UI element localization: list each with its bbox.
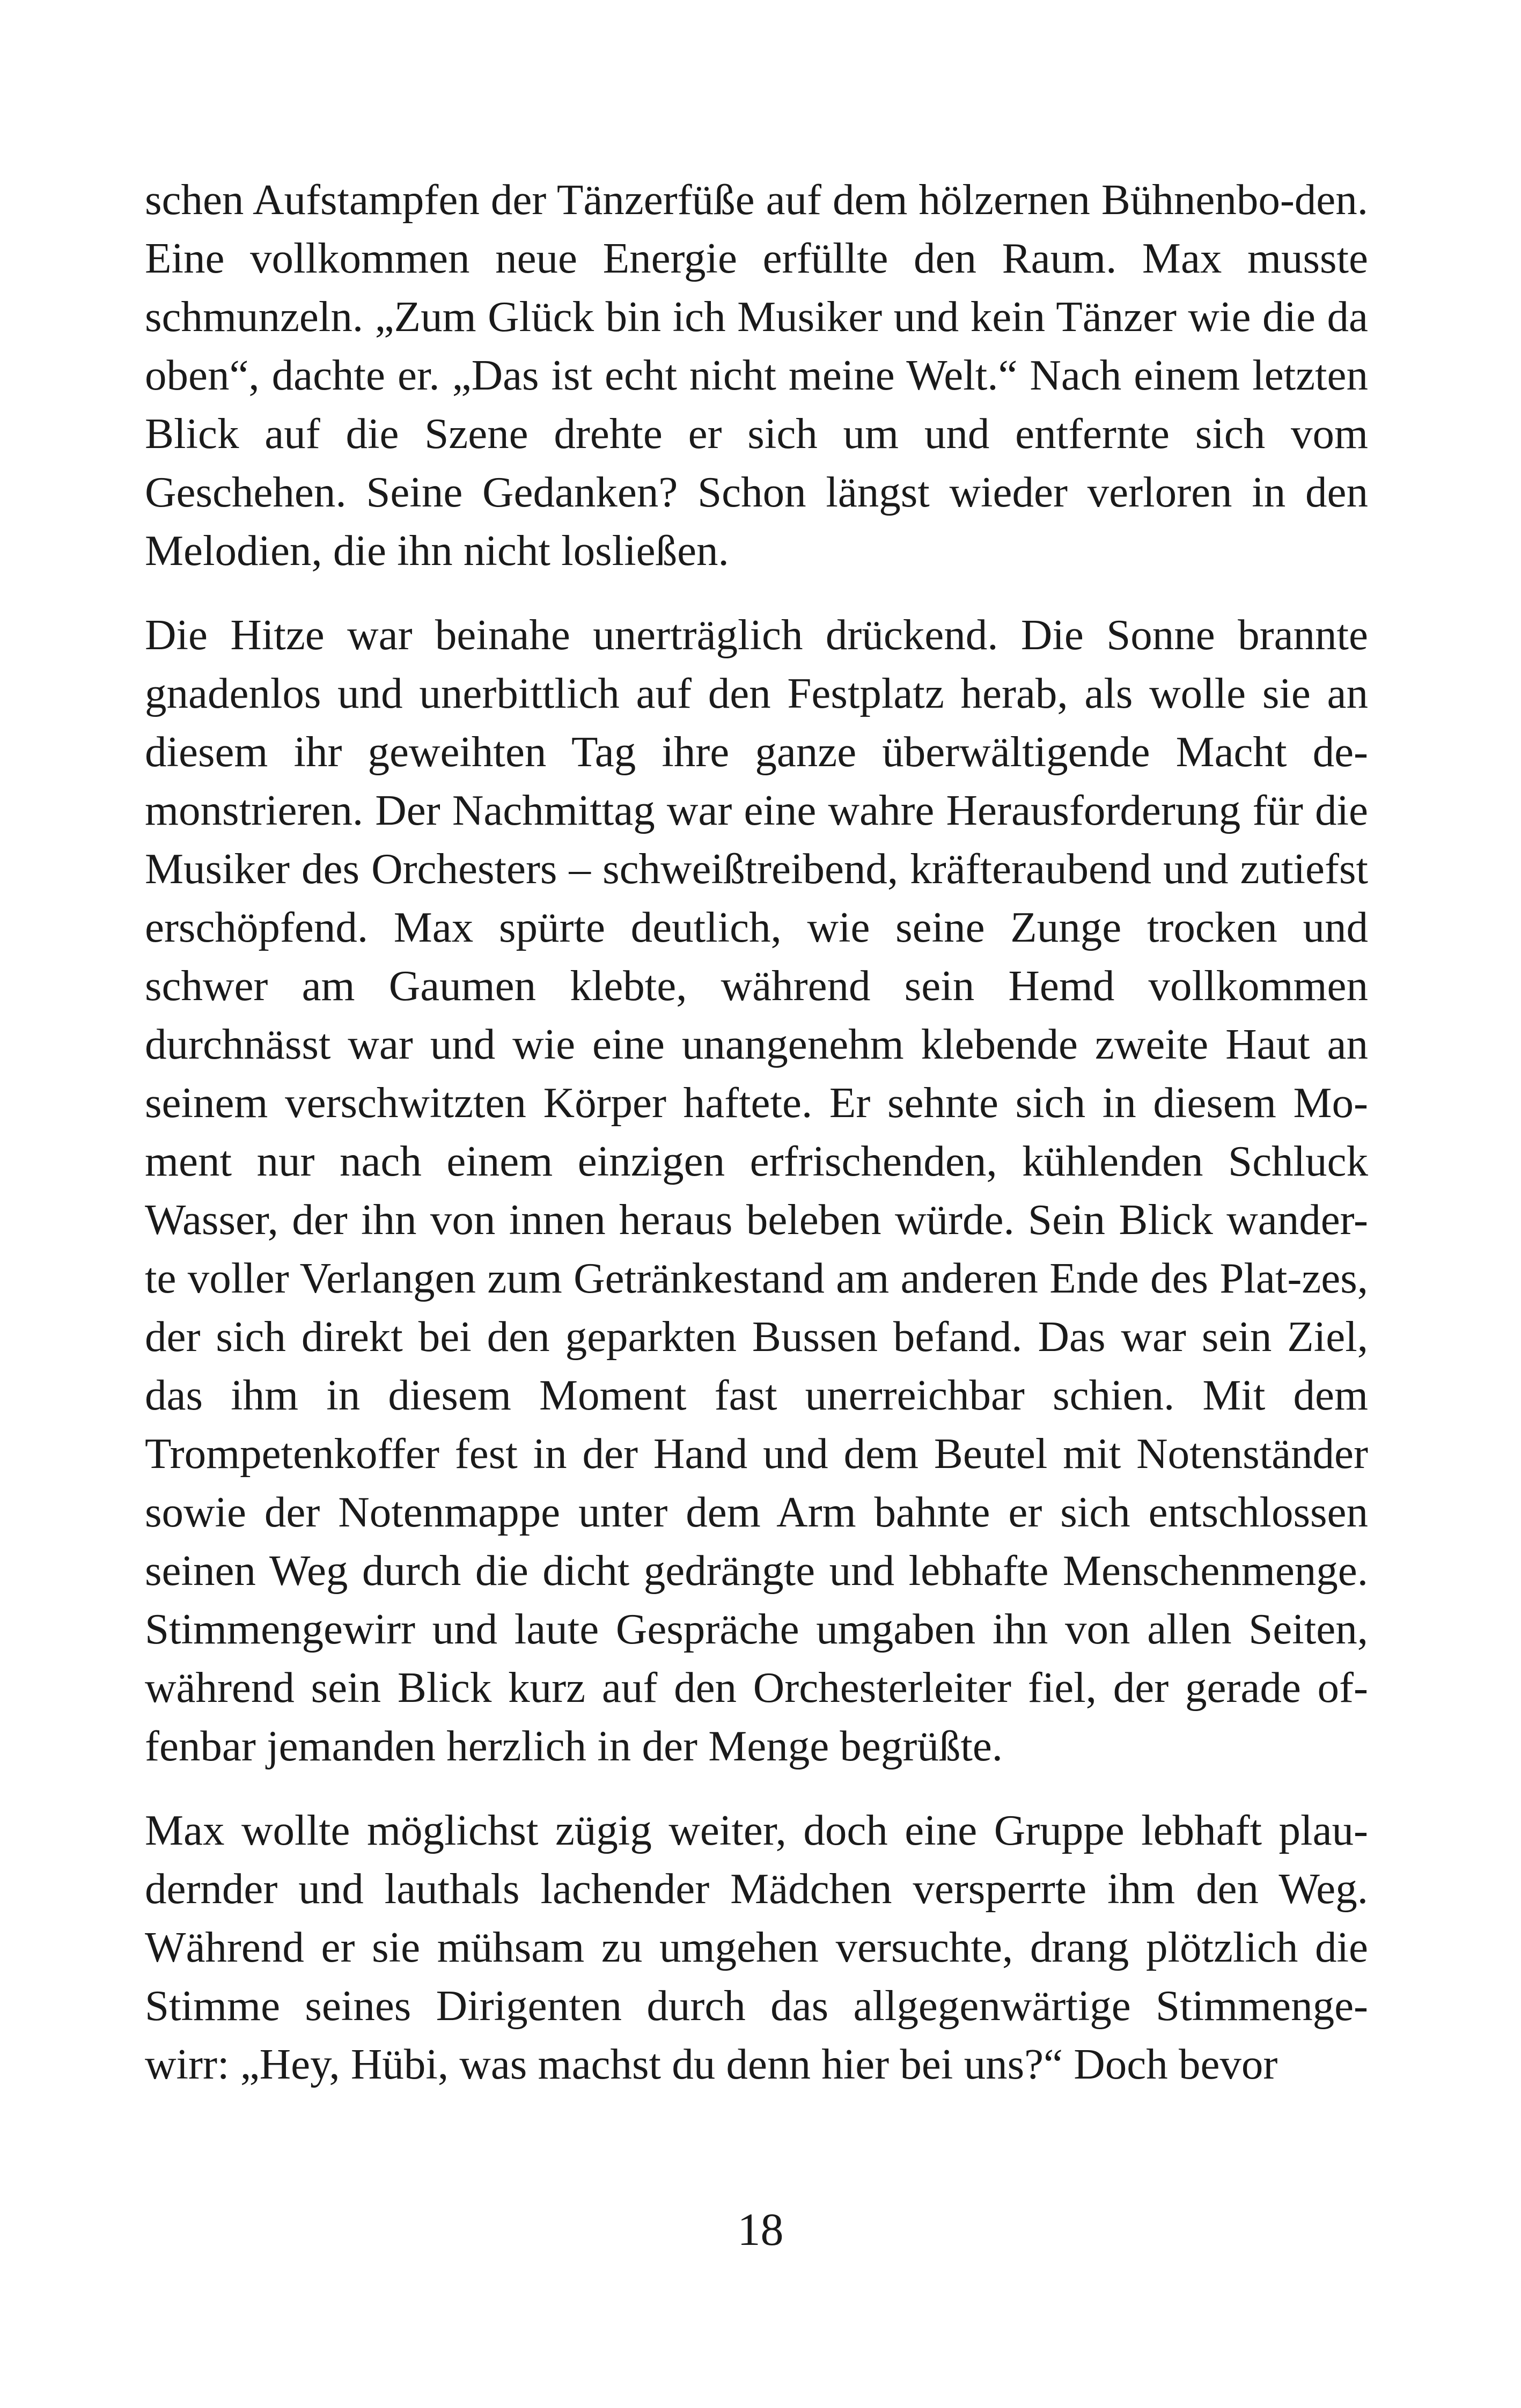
paragraph-3: Max wollte möglichst zügig weiter, doch eine Gruppe lebhaft plau-dernder und lauthals lachender Mädchen versperrte ihm den Weg. Während er sie mühsam zu umgehen versuchte, drang plötzlich die Stimme seines Dirigenten durch das allgegenwärtige Stimmenge-wirr: „Hey, Hübi, was machst du denn hier bei uns?“ Doch bevor: [145, 1806, 1368, 2088]
paragraph-1: schen Aufstampfen der Tänzerfüße auf dem hölzernen Bühnenbo-den. Eine vollkommen neue Energie erfüllte den Raum. Max musste schmunzeln. „Zum Glück bin ich Musiker und kein Tänzer wie die da oben“, dachte er. „Das ist echt nicht meine Welt.“ Nach einem letzten Blick auf die Szene drehte er sich um und entfernte sich vom Geschehen. Seine Gedanken? Schon längst wieder verloren in den Melodien, die ihn nicht losließen.: [145, 175, 1368, 575]
paragraph-2: Die Hitze war beinahe unerträglich drückend. Die Sonne brannte gnadenlos und unerbittlich auf den Festplatz herab, als wolle sie an diesem ihr geweihten Tag ihre ganze überwältigende Macht de-monstrieren. Der Nachmittag war eine wahre Herausforderung für die Musiker des Orchesters – schweißtreibend, kräfteraubend und zutiefst erschöpfend. Max spürte deutlich, wie seine Zunge trocken und schwer am Gaumen klebte, während sein Hemd vollkommen durchnässt war und wie eine unangenehm klebende zweite Haut an seinem verschwitzten Körper haftete. Er sehnte sich in diesem Mo-ment nur nach einem einzigen erfrischenden, kühlenden Schluck Wasser, der ihn von innen heraus beleben würde. Sein Blick wander-te voller Verlangen zum Getränkestand am anderen Ende des Plat-zes, der sich direkt bei den geparkten Bussen befand. Das war sein Ziel, das ihm in diesem Moment fast unerreichbar schien. Mit dem Trompetenkoffer fest in der Hand und dem Beutel mit Notenständer sowie der Notenmappe unter dem Arm bahnte er sich entschlossen seinen Weg durch die dicht gedrängte und lebhafte Menschenmenge. Stimmengewirr und laute Gespräche umgaben ihn von allen Seiten, während sein Blick kurz auf den Orchesterleiter fiel, der gerade of-fenbar jemanden herzlich in der Menge begrüßte.: [145, 611, 1368, 1770]
body-text: [145, 171, 1368, 2094]
page-number: 18: [737, 2204, 784, 2255]
